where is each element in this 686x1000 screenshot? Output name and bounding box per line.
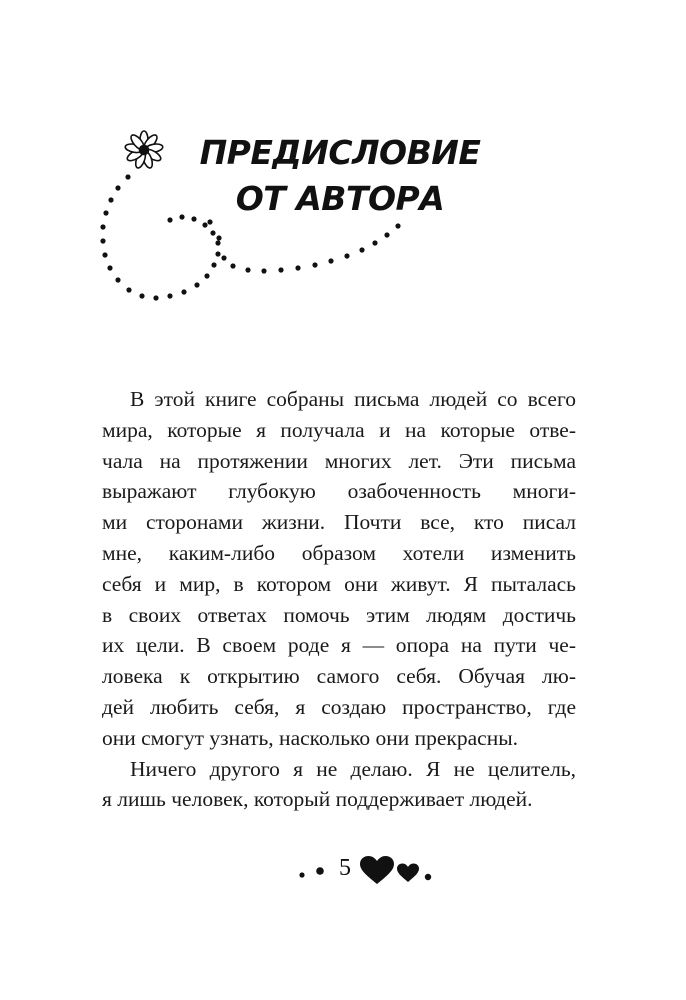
page-footer bbox=[290, 853, 450, 889]
dot-icon bbox=[425, 874, 431, 880]
text-line: Ничего другого я не делаю. Я не целитель, bbox=[130, 756, 576, 781]
text-line: в своих ответах помочь этим людям достичь bbox=[102, 602, 576, 627]
text-line: В этой книге собраны письма людей со всего bbox=[130, 387, 576, 411]
body-text bbox=[102, 384, 576, 815]
footer-decoration bbox=[290, 853, 450, 889]
daisy-icon bbox=[125, 131, 164, 169]
text-line: чала на протяжении многих лет. Эти письма bbox=[102, 448, 576, 473]
text-line: выражают глубокую озабоченность многи- bbox=[102, 479, 576, 504]
chapter-title bbox=[190, 130, 490, 222]
text-line: они смогут узнать, насколько они прекрасны. bbox=[102, 725, 519, 750]
heart-icon bbox=[360, 856, 394, 884]
text-line: себя и мир, в котором они живут. Я пыталась bbox=[102, 571, 576, 596]
text-line: их цели. В своем роде я — опора на пути че- bbox=[102, 633, 576, 658]
text-line: ми сторонами жизни. Почти все, кто писал bbox=[102, 510, 576, 535]
chapter-title-line-2: ОТ АВТОРА bbox=[235, 179, 445, 218]
small-heart-icon bbox=[397, 864, 419, 883]
text-line: мира, которые я получала и на которые отве- bbox=[102, 417, 576, 442]
text-line: ловека к открытию самого себя. Обучая лю- bbox=[102, 664, 576, 689]
chapter-title-line-1: ПРЕДИСЛОВИЕ bbox=[199, 133, 481, 172]
page-number: 5 bbox=[339, 855, 351, 881]
dot-icon bbox=[299, 872, 304, 877]
dot-icon bbox=[316, 867, 324, 875]
text-line: мне, каким-либо образом хотели изменить bbox=[102, 540, 576, 565]
text-line: дей любить себя, я создаю пространство, где bbox=[102, 694, 576, 719]
text-line: я лишь человек, который поддерживает людей. bbox=[102, 787, 533, 812]
